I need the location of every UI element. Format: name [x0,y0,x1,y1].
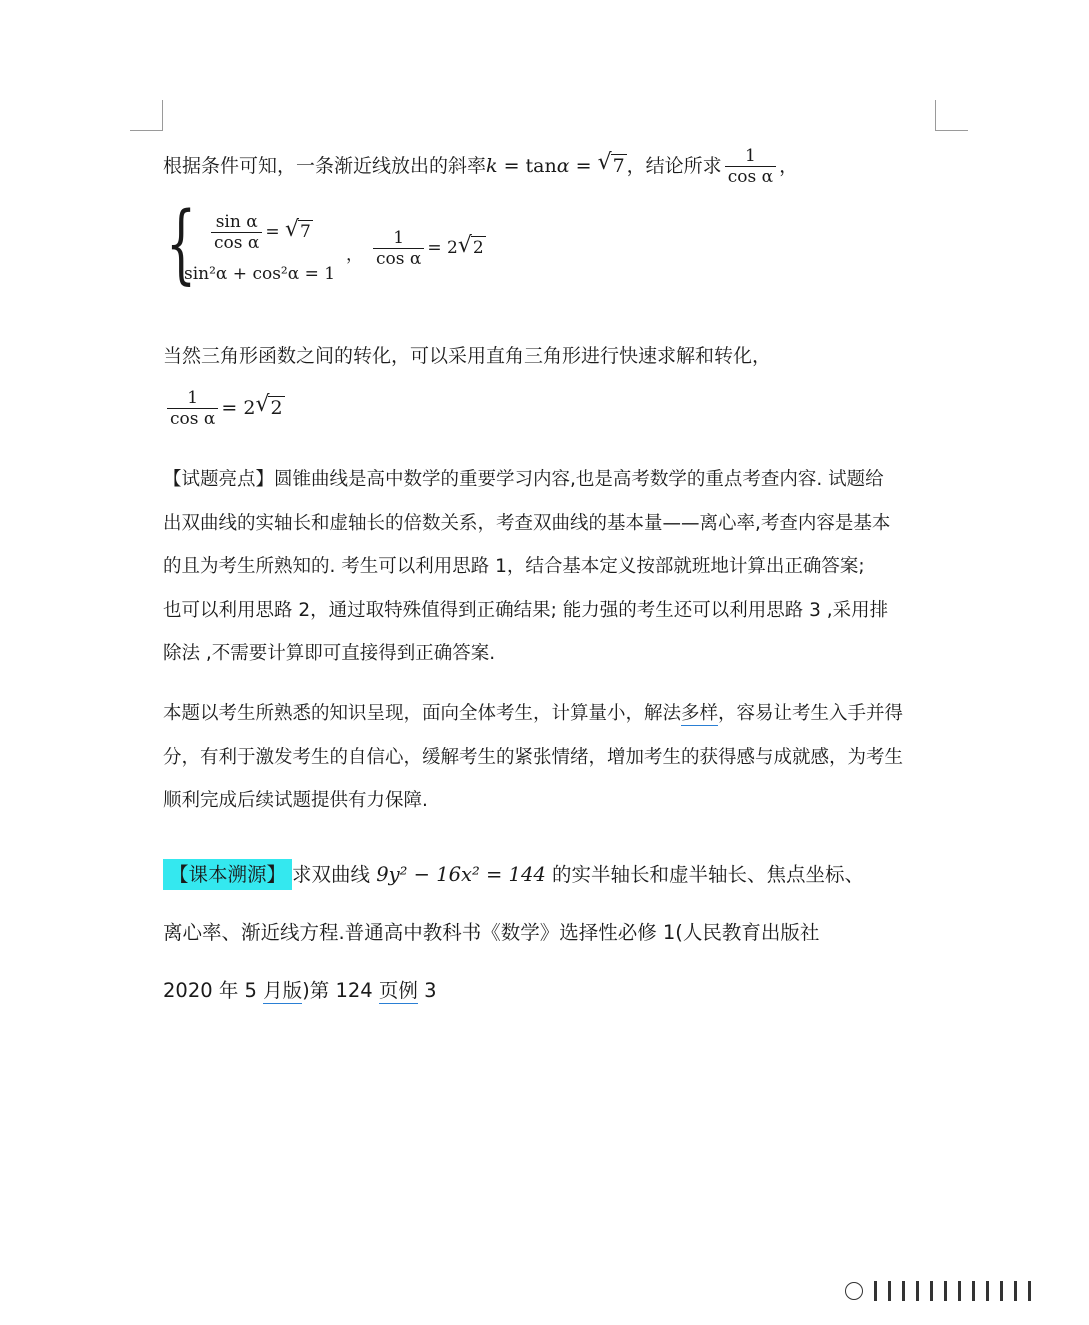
tick-mark [1000,1281,1003,1301]
paragraph-line: 的且为考生所熟知的. 考生可以利用思路 1，结合基本定义按部就班地计算出正确答案; [163,556,865,577]
comma: ， [779,155,799,177]
tick-mark [902,1281,905,1301]
paragraph-line: 出双曲线的实轴长和虚轴长的倍数关系，考查双曲线的基本量——离心率,考查内容是基本 [163,512,891,534]
slope-symbol: k [486,155,498,177]
tick-mark [916,1281,919,1301]
paragraph-line: 2020 年 5 月版)第 124 页例 3 [163,979,437,1002]
conversion-line: 当然三角形函数之间的转化，可以采用直角三角形进行快速求解和转化， [163,345,772,367]
result-equation [370,228,486,269]
source-paragraph [163,846,933,1020]
tick-mark [1028,1281,1031,1301]
equals-sign: = [265,222,286,242]
hyperbola-equation: 9y² − 16x² = 144 [376,863,546,886]
paragraph-line: 分，有利于激发考生的自信心，缓解考生的紧张情绪，增加考生的获得感与成就感，为考生 [163,746,904,768]
sqrt-seven: √ 7 [285,217,311,242]
tick-mark [986,1281,989,1301]
condition-line [163,146,798,187]
tick-mark [874,1281,877,1301]
highlight-paragraph [163,458,933,676]
alpha-symbol: α [556,155,570,177]
scroll-indicator[interactable] [845,1281,1067,1301]
equation-system [166,194,506,296]
paragraph-line: 也可以利用思路 2，通过取特殊值得到正确结果; 能力强的考生还可以利用思路 3 ,采用排 [163,599,889,621]
result-value: = 2 [221,397,256,419]
reciprocal-cos-fraction: $\frac{1}{\text{cos α}}$ [167,388,218,429]
summary-paragraph [163,692,933,823]
tan-text: = tan [497,155,557,177]
scroll-ring-icon [845,1282,863,1300]
condition-text: 根据条件可知，一条渐近线放出的斜率 [163,155,487,177]
tick-mark [1014,1281,1017,1301]
underlined-word: 页例 [378,979,418,1002]
tick-mark [972,1281,975,1301]
reciprocal-cos-fraction: $\frac{1}{\text{cos α}}$ [725,146,776,187]
paragraph-line: 顺利完成后续试题提供有力保障. [163,790,428,811]
result-value: = 2 [427,238,458,258]
left-brace: { [166,194,197,294]
underlined-word: 多样 [681,703,719,724]
system-equation-2: sin²α + cos²α = 1 [184,264,336,284]
sqrt-two: √ 2 [255,392,283,419]
tick-mark [888,1281,891,1301]
paragraph-line: 【课本溯源】 求双曲线 9y² − 16x² = 144 的实半轴长和虚半轴长、焦点坐标、 [163,846,933,904]
sin-over-cos-fraction: $\frac{\text{sin α}}{\text{cos α}}$ [211,212,262,253]
paragraph-line: 【试题亮点】圆锥曲线是高中数学的重要学习内容,也是高考数学的重点考查内容. 试题给 [163,469,884,490]
paragraph-line: 本题以考生所熟悉的知识呈现，面向全体考生，计算量小，解法多样，容易让考生入手并得 [163,703,904,724]
result-formula [164,388,285,429]
system-equation-1 [208,212,313,253]
comma: ， [346,245,363,265]
sqrt-two: √ 2 [457,233,484,258]
equals-sign: = [569,155,598,177]
tick-mark [930,1281,933,1301]
sqrt-seven: √ 7 [597,150,625,177]
crop-mark-top-left [130,100,163,131]
crop-mark-top-right [935,100,968,131]
underlined-word: 月版 [263,979,303,1002]
textbook-source-tag: 【课本溯源】 [163,859,292,890]
tick-mark [944,1281,947,1301]
tick-mark [958,1281,961,1301]
paragraph-line: 除法 ,不需要计算即可直接得到正确答案. [163,643,496,664]
conclusion-text: ，结论所求 [626,155,722,177]
reciprocal-cos-fraction: $\frac{1}{\text{cos α}}$ [373,228,424,269]
paragraph-line: 离心率、渐近线方程.普通高中教科书《数学》选择性必修 1(人民教育出版社 [163,921,820,944]
